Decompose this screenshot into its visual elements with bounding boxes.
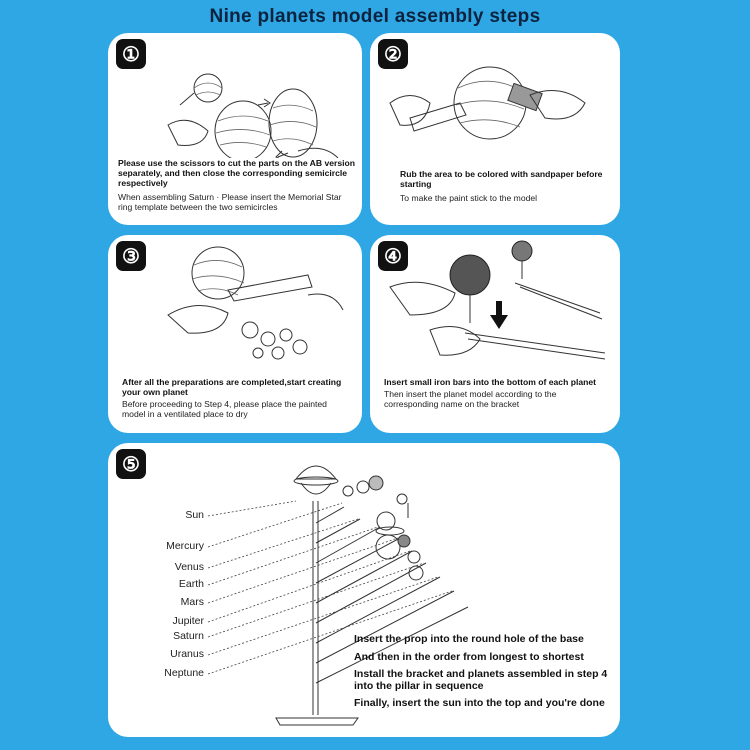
step-4-note: Then insert the planet model according to the corresponding name on the bracket [384, 389, 557, 409]
planet-label-saturn: Saturn [173, 630, 204, 642]
instruction-4: Finally, insert the sun into the top and you're done [354, 697, 605, 709]
step-2-note: To make the paint stick to the model [400, 193, 538, 203]
step-1-caption: Please use the scissors to cut the parts on the AB version separately, and then close the corresponding semicircle respectively [118, 158, 356, 188]
page-title: Nine planets model assembly steps [209, 6, 541, 27]
step-1-note: When assembling Saturn · Please insert the Memorial Star ring template between the two semicircles [118, 192, 342, 212]
step-1-badge: ① [116, 39, 146, 69]
step-2-card [370, 33, 620, 225]
step-2-caption: Rub the area to be colored with sandpaper before starting [400, 169, 603, 189]
step-4-card [370, 235, 620, 433]
planet-label-sun: Sun [185, 509, 204, 521]
planet-label-mars: Mars [180, 596, 204, 608]
planet-label-neptune: Neptune [164, 667, 204, 679]
step-4-illustration [370, 235, 620, 375]
step-5-badge: ⑤ [116, 449, 146, 479]
step-3-card [108, 235, 362, 433]
planet-label-venus: Venus [174, 561, 204, 573]
step-3-caption: After all the preparations are completed,start creating your own planet [122, 377, 342, 397]
planet-pointer-lines [108, 443, 620, 737]
step-4-badge: ④ [378, 241, 408, 271]
step-3-illustration [108, 235, 362, 375]
planet-label-jupiter: Jupiter [172, 615, 204, 627]
step-4-caption: Insert small iron bars into the bottom of each planet [384, 377, 597, 387]
step-1-illustration [108, 33, 362, 158]
step-1-card [108, 33, 362, 225]
step-3-note: Before proceeding to Step 4, please place the painted model in a ventilated place to dry [122, 399, 327, 419]
planet-label-mercury: Mercury [166, 540, 204, 552]
instruction-1: Insert the prop into the round hole of the base [354, 633, 584, 645]
step-3-badge: ③ [116, 241, 146, 271]
step-5-card [108, 443, 620, 737]
instruction-3: Install the bracket and planets assembled in step 4 into the pillar in sequence [354, 668, 608, 692]
planet-label-earth: Earth [178, 578, 204, 590]
step-2-illustration [370, 33, 620, 163]
planet-label-uranus: Uranus [170, 648, 204, 660]
step-2-badge: ② [378, 39, 408, 69]
instruction-2: And then in the order from longest to shortest [354, 651, 584, 663]
